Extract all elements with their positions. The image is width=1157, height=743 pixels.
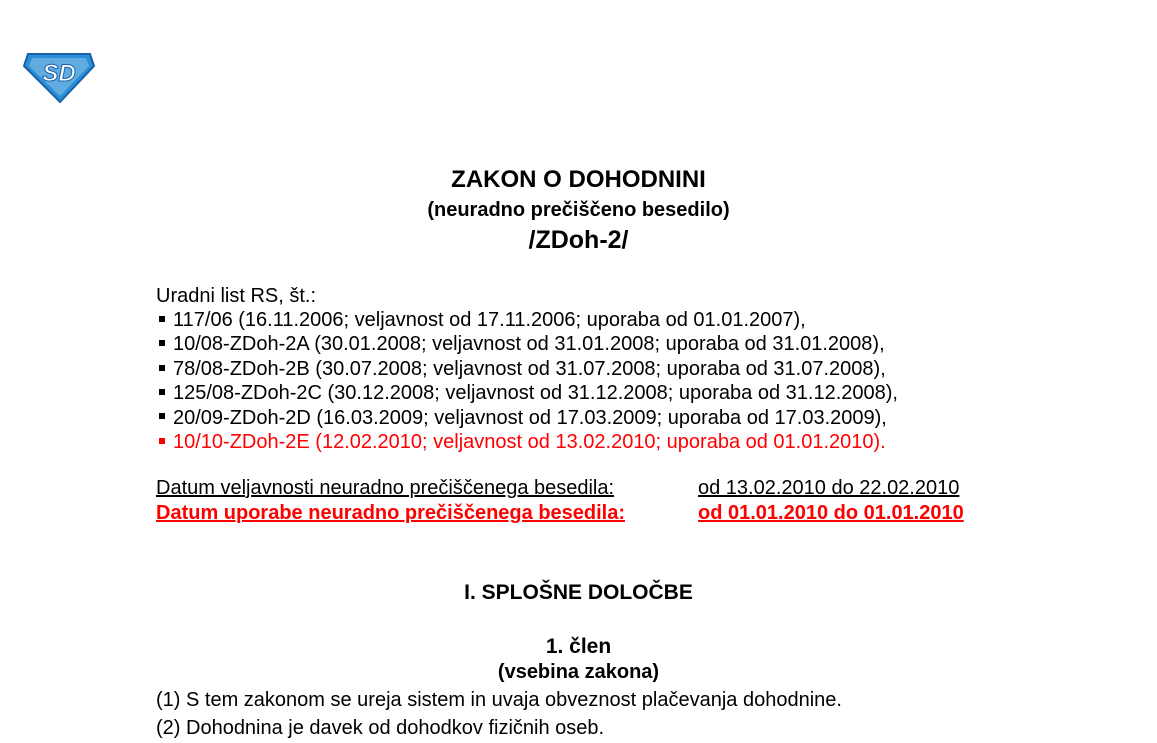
- square-bullet-icon: [159, 365, 165, 371]
- sd-shield-logo-icon: [22, 48, 96, 104]
- validity-date-label: Datum veljavnosti neuradno prečiščenega besedila:: [156, 477, 615, 499]
- square-bullet-icon: [159, 438, 165, 444]
- validity-date-row: [156, 476, 964, 501]
- document-subtitle: (neuradno prečiščeno besedilo): [427, 199, 730, 221]
- gazette-label: Uradni list RS, št.:: [156, 285, 317, 307]
- gazette-list: [156, 308, 898, 454]
- document-title: ZAKON O DOHODNINI: [451, 166, 706, 193]
- article-paragraph: (2) Dohodnina je davek od dohodkov fizičnih oseb.: [156, 717, 605, 739]
- application-date-value: od 01.01.2010 do 01.01.2010: [698, 502, 964, 524]
- application-date-row: [156, 501, 964, 526]
- article-title: (vsebina zakona): [497, 661, 660, 683]
- gazette-item-current: 10/10-ZDoh-2E (12.02.2010; veljavnost od 13.02.2010; uporaba od 01.01.2010).: [156, 430, 898, 454]
- gazette-item: 20/09-ZDoh-2D (16.03.2009; veljavnost od 17.03.2009; uporaba od 17.03.2009),: [156, 406, 898, 430]
- gazette-item: 78/08-ZDoh-2B (30.07.2008; veljavnost od 31.07.2008; uporaba od 31.07.2008),: [156, 357, 898, 381]
- article-paragraph: (1) S tem zakonom se ureja sistem in uvaja obveznost plačevanja dohodnine.: [156, 689, 842, 711]
- dates-block: [156, 476, 964, 526]
- validity-date-value: od 13.02.2010 do 22.02.2010: [698, 477, 960, 499]
- square-bullet-icon: [159, 316, 165, 322]
- square-bullet-icon: [159, 340, 165, 346]
- chapter-heading: I. SPLOŠNE DOLOČBE: [464, 581, 693, 604]
- square-bullet-icon: [159, 413, 165, 419]
- article-number: 1. člen: [545, 635, 612, 658]
- document-abbreviation: /ZDoh-2/: [528, 226, 629, 254]
- svg-text:SD: SD: [42, 60, 76, 87]
- gazette-item: 125/08-ZDoh-2C (30.12.2008; veljavnost od 31.12.2008; uporaba od 31.12.2008),: [156, 381, 898, 405]
- application-date-label: Datum uporabe neuradno prečiščenega besedila:: [156, 502, 626, 524]
- square-bullet-icon: [159, 389, 165, 395]
- gazette-item: 117/06 (16.11.2006; veljavnost od 17.11.2006; uporaba od 01.01.2007),: [156, 308, 898, 332]
- gazette-item: 10/08-ZDoh-2A (30.01.2008; veljavnost od 31.01.2008; uporaba od 31.01.2008),: [156, 332, 898, 356]
